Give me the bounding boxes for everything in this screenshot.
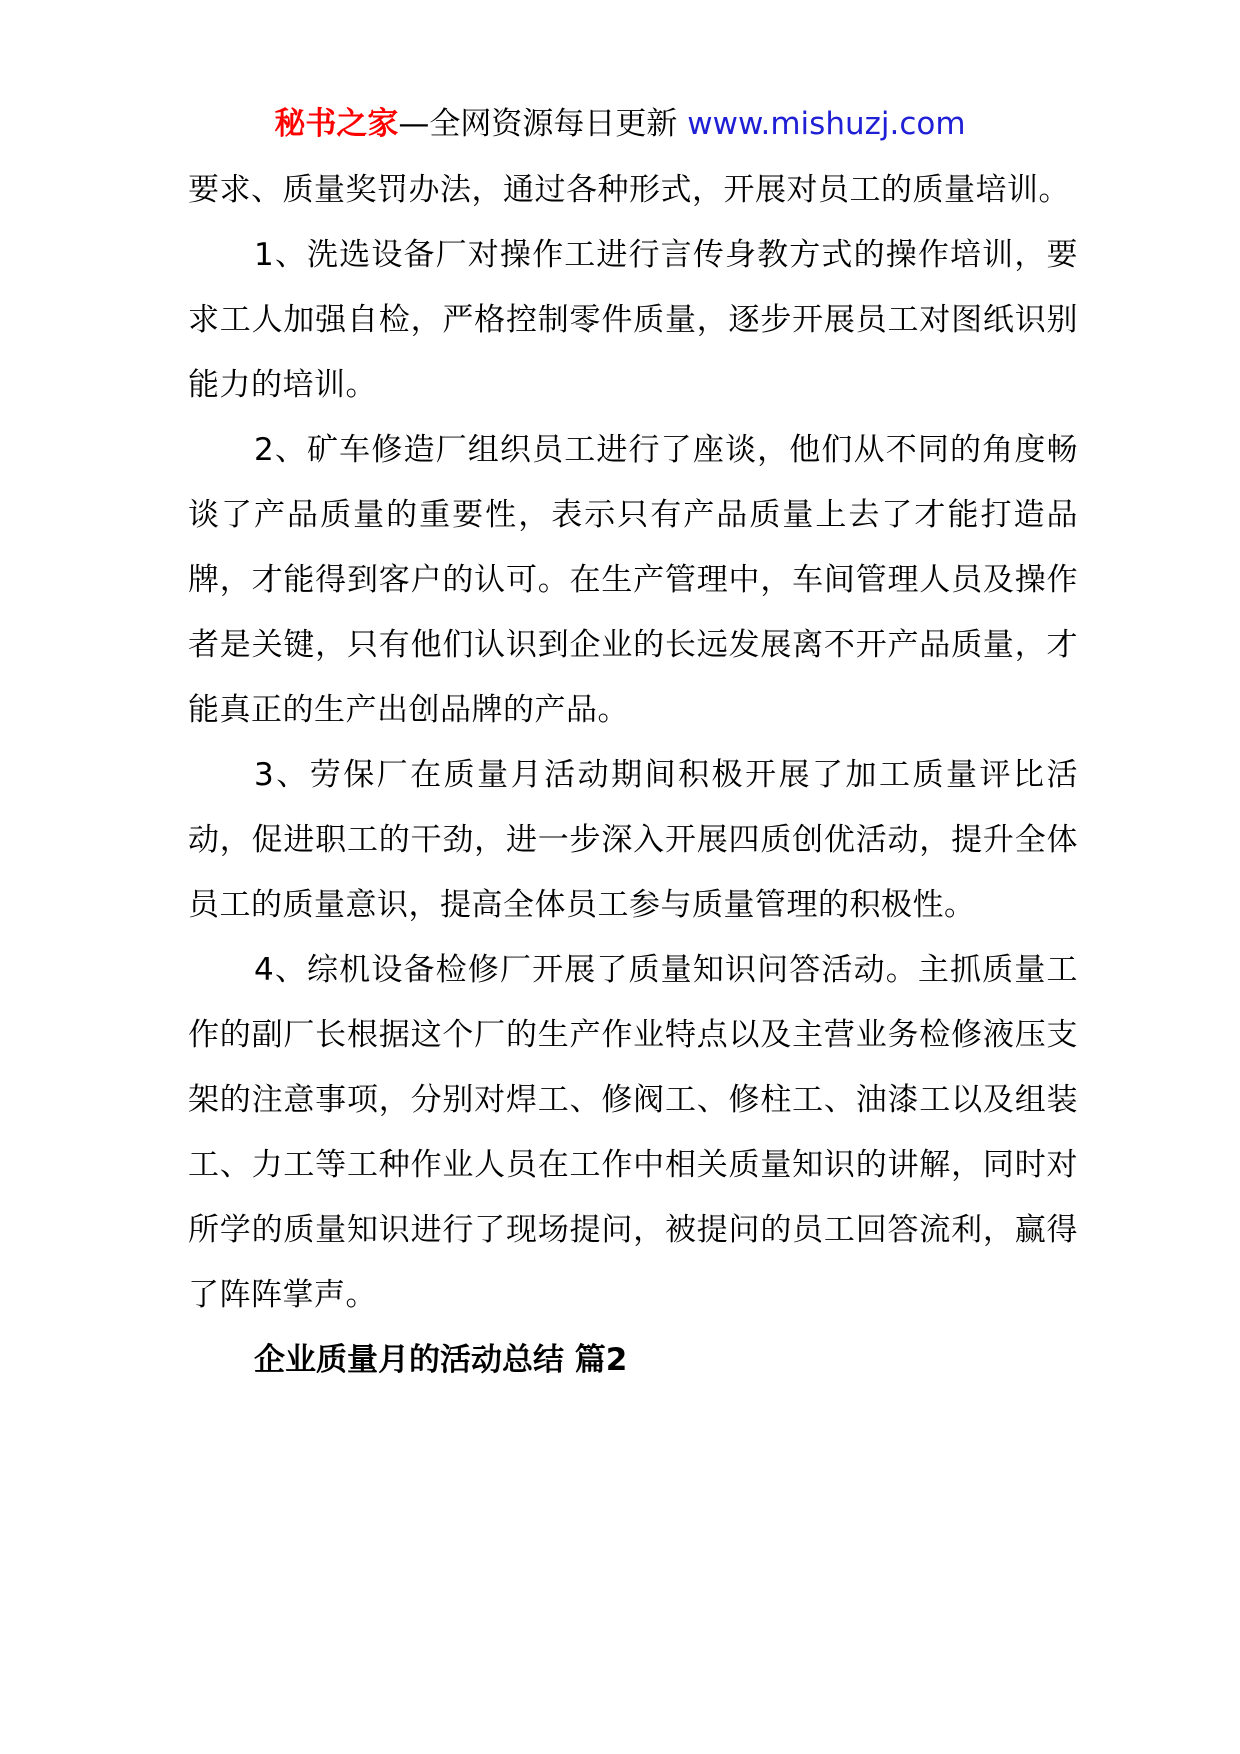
paragraph-item-1: 1、洗选设备厂对操作工进行言传身教方式的操作培训，要求工人加强自检，严格控制零件质量，逐步开展员工对图纸识别能力的培训。 [188,237,1078,403]
paragraph-item-2: 2、矿车修造厂组织员工进行了座谈，他们从不同的角度畅谈了产品质量的重要性，表示只有产品质量上去了才能打造品牌，才能得到客户的认可。在生产管理中，车间管理人员及操作者是关键，只有他们认识到企业的长远发展离不开产品质量，才能真正的生产出创品牌的产品。 [188,432,1078,728]
header-tagline: —全网资源每日更新 [398,106,688,142]
paragraph-item-4: 4、综机设备检修厂开展了质量知识问答活动。主抓质量工作的副厂长根据这个厂的生产作业特点以及主营业务检修液压支架的注意事项，分别对焊工、修阀工、修柱工、油漆工以及组装工、力工等工种作业人员在工作中相关质量知识的讲解，同时对所学的质量知识进行了现场提问，被提问的员工回答流利，赢得了阵阵掌声。 [188,952,1078,1313]
section-heading: 企业质量月的活动总结 篇2 [254,1342,628,1378]
header-url: www.mishuzj.com [687,106,966,142]
paragraph-item-3: 3、劳保厂在质量月活动期间积极开展了加工质量评比活动，促进职工的干劲，进一步深入开展四质创优活动，提升全体员工的质量意识，提高全体员工参与质量管理的积极性。 [188,757,1078,923]
brand-name: 秘书之家 [274,106,399,142]
document-body [188,158,1078,1393]
watermark-header [0,100,1240,148]
paragraph-continuation: 要求、质量奖罚办法，通过各种形式，开展对员工的质量培训。 [188,172,1070,208]
